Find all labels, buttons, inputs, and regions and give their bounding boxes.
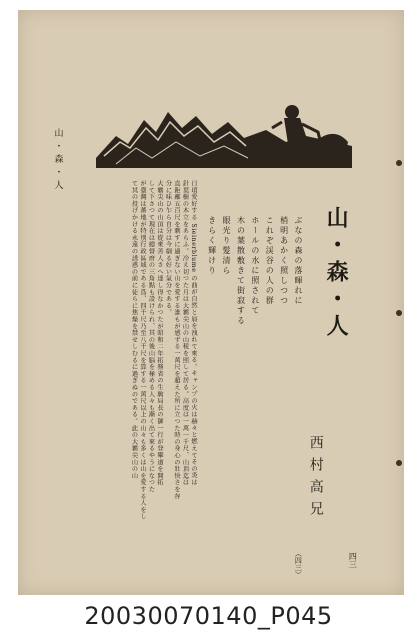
- binding-hole: [396, 460, 402, 466]
- image-caption: 20030070140_P045: [84, 602, 333, 630]
- poem-line: これぞ渓谷の人の群: [265, 216, 275, 306]
- prose-line: 針葉樹の木立をあらふ。冷え切つた月は大霸尖山の山稜を照して居る。高度は一萬一千尺、山頂迄は: [181, 180, 189, 486]
- poem-line: ぶなの森の落暉れに: [294, 216, 303, 306]
- binding-hole: [396, 160, 402, 166]
- poem-line: 眼光り髪清ら: [222, 216, 232, 276]
- prose-line: て其の投げかける永遠の誘惑の前に徒らに焦燥を禁せしむるに過ぎぬのである。此の大霸尖山の山: [130, 180, 138, 480]
- document-page: [18, 10, 404, 595]
- poem-line: きらく輝けり: [207, 216, 217, 276]
- prose-line: 日頃愛好する Sieinerblume の曲が自然と唇を洩れて來る。キャンプの火は赫々と燃えてその炎は: [190, 180, 197, 486]
- poem-line: 木の葉散敷きて街寂する: [236, 216, 246, 326]
- article-title: 山・森・人: [323, 206, 350, 341]
- prose-line: して下さつて現在は總督府の三角點も設けられ、其の後山脳を極める人々も漸く出て來るやうになつた: [147, 180, 155, 493]
- poem-line: 梢明あかく照しつつ: [279, 216, 289, 306]
- author-name: 西村高兄: [307, 435, 324, 523]
- prose-line: 直距離五百尺を剰すに過ぎない山を愛する誰もが感ずる一萬尺を超えた所に立つた時の身心の壯快さを存: [173, 180, 180, 500]
- poem-line: ホールの水に照されて: [250, 216, 260, 316]
- page-number: 四三: [348, 552, 358, 568]
- prose-line: が臺灣は蕃地が特別行政區域である爲、四千尺乃至八千尺を算する一萬尺以上の山々も多くは山を愛する人をし: [139, 180, 146, 520]
- prose-line: 大霸尖山の山頂は從來善人さへ達し得なかつたが昭和二年拓務省の生駒局長の御一行が登攀道を開拓: [156, 180, 163, 486]
- page-number-paren: （四三）: [294, 550, 303, 578]
- prose-line: 分に味ひ乍ら自分は今劇る好い氣分である。: [164, 180, 172, 316]
- binding-hole: [396, 310, 402, 316]
- prose-block: [62, 180, 196, 540]
- running-header: 山・森・人: [52, 128, 63, 193]
- mountain-climber-illustration: [96, 98, 352, 168]
- poem-block: [192, 216, 302, 366]
